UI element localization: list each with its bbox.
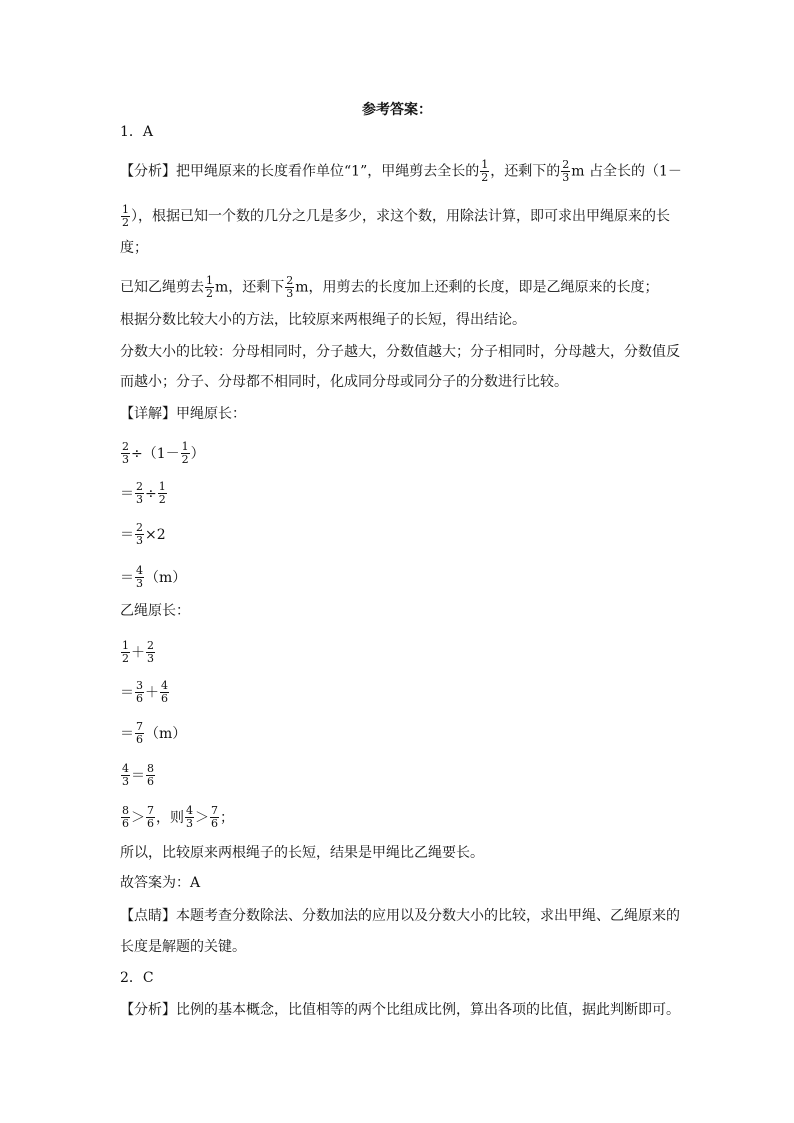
fraction-1-2: $\frac{1}{2}$ <box>206 274 213 300</box>
page-title: 参考答案： <box>362 102 432 118</box>
analysis-tag: 【分析】 <box>120 1002 176 1018</box>
q1-detail-heading: 【详解】甲绳原长： <box>120 406 246 422</box>
jia-result: ＝ $\frac{4}{3}$ （m） <box>120 564 187 590</box>
q1-analysis-line-6: 分数大小的比较：分母相同时，分子越大，分数值越大；分子相同时，分母越大，分数值反 <box>120 344 680 360</box>
jia-step-1: $\frac{2}{3}$ ÷（1－ $\frac{1}{2}$ ） <box>122 440 205 466</box>
q1-analysis-line-5: 根据分数比较大小的方法，比较原来两根绳子的长短，得出结论。 <box>120 312 526 328</box>
q1-analysis-line-1: 【分析】把甲绳原来的长度看作单位“1”，甲绳剪去全长的 $\frac{1}{2}$ ，还剩下的 $\frac{2}{3}$ m 占全长的（1－ <box>120 158 682 184</box>
comment-line-1: 【点睛】本题考查分数除法、分数加法的应用以及分数大小的比较，求出甲绳、乙绳原来的 <box>120 908 680 924</box>
jia-step-3: ＝ $\frac{2}{3}$ ×2 <box>120 521 166 547</box>
q1-analysis-line-4: 已知乙绳剪去 $\frac{1}{2}$ m，还剩下 $\frac{2}{3}$ m，用剪去的长度加上还剩的长度，即是乙绳原来的长度； <box>120 274 659 300</box>
yi-step-1: $\frac{1}{2}$ ＋ $\frac{2}{3}$ <box>122 639 154 665</box>
comment-line-2: 长度是解题的关键。 <box>120 939 246 955</box>
yi-result: ＝ $\frac{7}{6}$ （m） <box>120 720 187 746</box>
comment-tag: 【点睛】 <box>120 908 176 924</box>
compare-line: $\frac{8}{6}$ ＞ $\frac{7}{6}$ ，则 $\frac{4}{3}$ ＞ $\frac{7}{6}$ ； <box>122 804 234 830</box>
answer-line: 故答案为：A <box>120 875 201 891</box>
fraction-1-2: $\frac{1}{2}$ <box>481 158 489 184</box>
q2-number: 2．C <box>120 970 154 986</box>
yi-step-2: ＝ $\frac{3}{6}$ ＋ $\frac{4}{6}$ <box>120 679 168 705</box>
detail-tag: 【详解】 <box>120 406 176 422</box>
analysis-tag: 【分析】 <box>120 163 176 180</box>
q1-number: 1．A <box>120 124 154 140</box>
q1-analysis-line-3: 度； <box>120 240 148 256</box>
fraction-1-2: $\frac{1}{2}$ <box>122 203 129 229</box>
yi-label: 乙绳原长： <box>120 603 190 619</box>
convert-line: $\frac{4}{3}$ ＝ $\frac{8}{6}$ <box>122 762 154 788</box>
fraction-2-3: $\frac{2}{3}$ <box>562 158 570 184</box>
fraction-2-3: $\frac{2}{3}$ <box>286 274 294 300</box>
q1-analysis-line-2: $\frac{1}{2}$ ），根据已知一个数的几分之几是多少，求这个数，用除法计算，即可求出甲绳原来的长 <box>122 203 670 229</box>
conclusion-line: 所以，比较原来两根绳子的长短，结果是甲绳比乙绳要长。 <box>120 845 484 861</box>
jia-step-2: ＝ $\frac{2}{3}$ ÷ $\frac{1}{2}$ <box>120 480 166 506</box>
q2-analysis-line: 【分析】比例的基本概念，比值相等的两个比组成比例，算出各项的比值，据此判断即可。 <box>120 1002 680 1018</box>
q1-analysis-line-7: 而越小；分子、分母都不相同时，化成同分母或同分子的分数进行比较。 <box>120 374 568 390</box>
